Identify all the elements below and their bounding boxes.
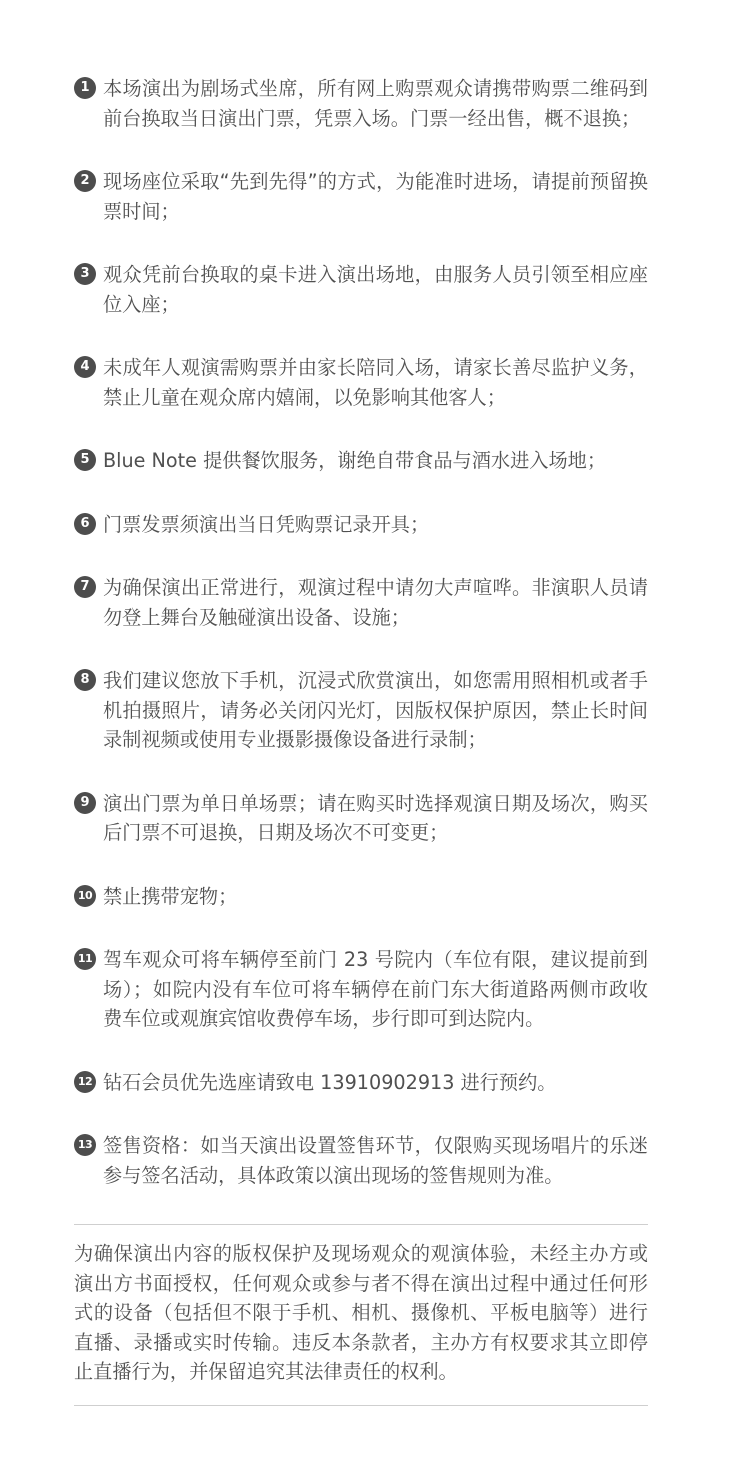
rule-item-4 xyxy=(74,353,648,412)
rule-text: 禁止携带宠物； xyxy=(103,884,238,908)
rule-text: 签售资格：如当天演出设置签售环节，仅限购买现场唱片的乐迷参与签名活动，具体政策以演出现场的签售规则为准。 xyxy=(103,1134,648,1187)
number-badge: 5 xyxy=(74,449,96,471)
rule-item-11 xyxy=(74,945,648,1034)
rule-item-10 xyxy=(74,882,648,912)
rule-text: Blue Note 提供餐饮服务，谢绝自带食品与酒水进入场地； xyxy=(103,449,607,472)
rule-text: 演出门票为单日单场票；请在购买时选择观演日期及场次，购买后门票不可退换，日期及场次不可变更； xyxy=(103,791,648,844)
rule-item-7 xyxy=(74,573,648,632)
number-badge: 7 xyxy=(74,576,96,598)
copyright-notice: 为确保演出内容的版权保护及现场观众的观演体验，未经主办方或演出方书面授权，任何观众或参与者不得在演出过程中通过任何形式的设备（包括但不限于手机、相机、摄像机、平板电脑等）进行直播、录播或实时传输。违反本条款者，主办方有权要求其立即停止直播行为，并保留追究其法律责任的权利。 xyxy=(74,1242,648,1383)
divider xyxy=(74,1405,648,1406)
rule-item-3 xyxy=(74,260,648,319)
rule-text: 我们建议您放下手机，沉浸式欣赏演出，如您需用照相机或者手机拍摄照片，请务必关闭闪光灯，因版权保护原因，禁止长时间录制视频或使用专业摄影摄像设备进行录制； xyxy=(103,669,648,751)
rule-item-9 xyxy=(74,789,648,848)
rule-item-2 xyxy=(74,167,648,226)
rule-item-12 xyxy=(74,1068,648,1098)
rule-text: 未成年人观演需购票并由家长陪同入场，请家长善尽监护义务，禁止儿童在观众席内嬉闹，以免影响其他客人； xyxy=(103,356,648,409)
rule-item-1 xyxy=(74,74,648,133)
rule-text: 门票发票须演出当日凭购票记录开具； xyxy=(103,512,430,536)
number-badge: 13 xyxy=(74,1134,96,1156)
rule-text: 钻石会员优先选座请致电 13910902913 进行预约。 xyxy=(103,1070,557,1094)
rule-item-5 xyxy=(74,446,648,476)
number-badge: 10 xyxy=(74,885,96,907)
number-badge: 1 xyxy=(74,77,96,99)
rule-item-13 xyxy=(74,1131,648,1190)
rule-text: 观众凭前台换取的桌卡进入演出场地，由服务人员引领至相应座位入座； xyxy=(103,263,648,316)
rule-text: 本场演出为剧场式坐席，所有网上购票观众请携带购票二维码到前台换取当日演出门票，凭票入场。门票一经出售，概不退换； xyxy=(103,77,648,130)
number-badge: 9 xyxy=(74,792,96,814)
number-badge: 3 xyxy=(74,263,96,285)
number-badge: 2 xyxy=(74,170,96,192)
number-badge: 4 xyxy=(74,356,96,378)
rule-item-6 xyxy=(74,510,648,540)
number-badge: 12 xyxy=(74,1071,96,1093)
rule-text: 现场座位采取“先到先得”的方式，为能准时进场，请提前预留换票时间； xyxy=(103,170,648,223)
rule-item-8 xyxy=(74,666,648,755)
rule-text: 为确保演出正常进行，观演过程中请勿大声喧哗。非演职人员请勿登上舞台及触碰演出设备、设施； xyxy=(103,576,648,629)
number-badge: 8 xyxy=(74,669,96,691)
rule-text: 驾车观众可将车辆停至前门 23 号院内（车位有限，建议提前到场）；如院内没有车位可将车辆停在前门东大街道路两侧市政收费车位或观旗宾馆收费停车场，步行即可到达院内。 xyxy=(103,948,648,1030)
rules-list xyxy=(74,74,648,1190)
number-badge: 6 xyxy=(74,513,96,535)
number-badge: 11 xyxy=(74,948,96,970)
